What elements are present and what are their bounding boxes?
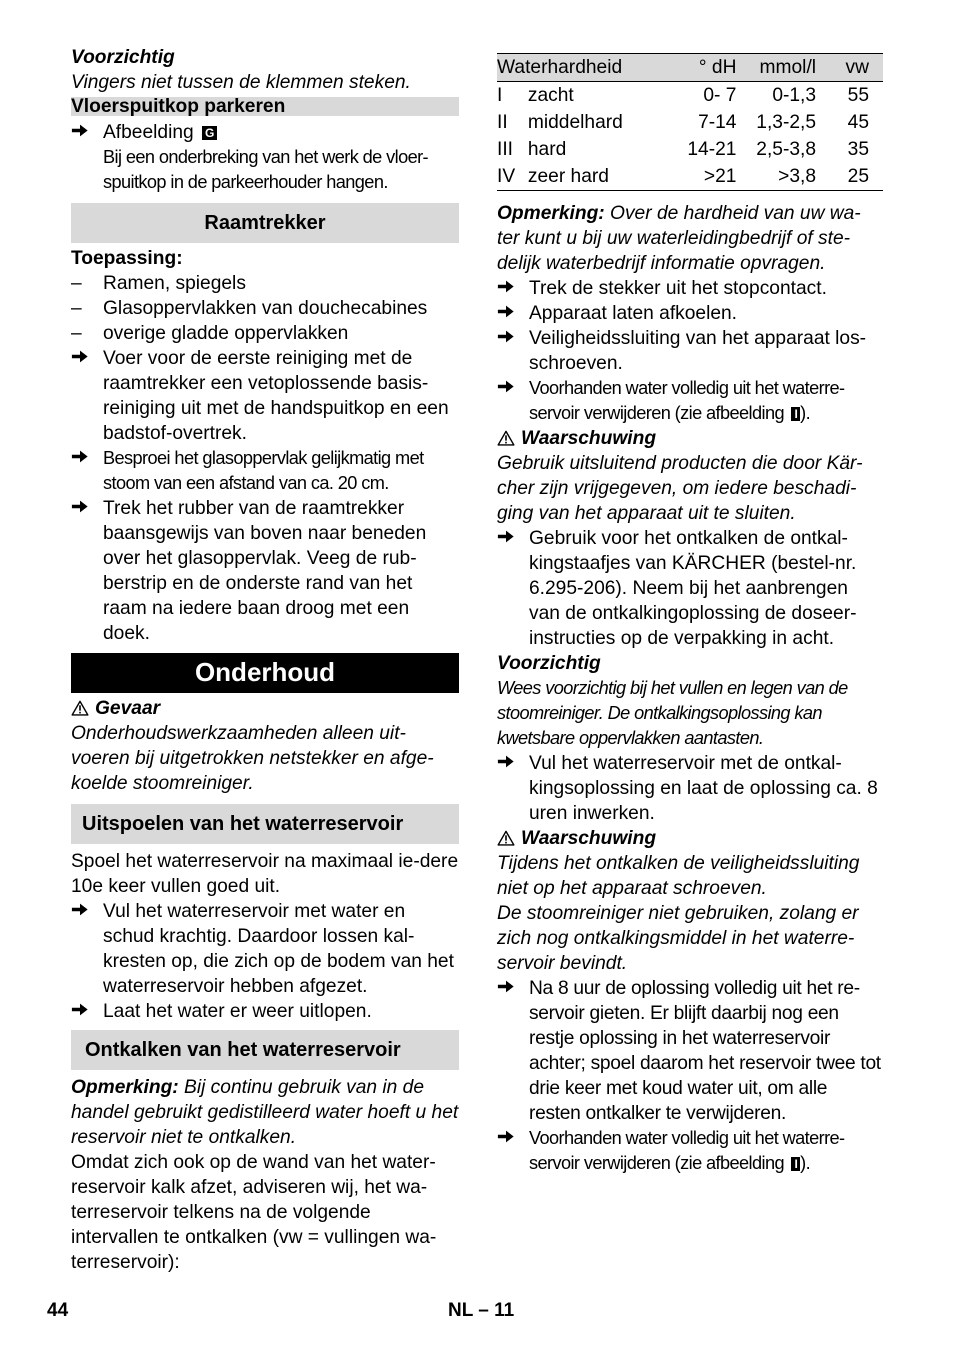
caution-title: Voorzichtig: [497, 653, 601, 674]
arrow-icon: [71, 899, 103, 999]
paragraph: [71, 145, 459, 195]
arrow-icon: [71, 999, 103, 1024]
page-number: 44: [47, 1300, 69, 1321]
warning-title: Waarschuwing: [497, 426, 883, 451]
arrow-icon: [497, 976, 529, 1126]
section-heading-ontkalken: Ontkalken van het waterreservoir: [71, 1030, 459, 1070]
table-header-row: [497, 54, 883, 82]
step-item: Veiligheidssluiting van het apparaat los-schroeven.: [497, 326, 883, 376]
arrow-icon: [497, 1126, 529, 1176]
warning-text: De stoomreiniger niet gebruiken, zolang er zich nog ontkalkingsmiddel in het waterre-servoir bevindt.: [497, 903, 859, 974]
arrow-icon: [71, 346, 103, 446]
step-item: Apparaat laten afkoelen.: [497, 301, 883, 326]
note: Opmerking: Over de hardheid van uw wa-ter kunt u bij uw waterleidingbedrijf of ste-delijk waterbedrijf informatie opvragen.: [497, 203, 861, 274]
warning-icon: [497, 428, 515, 444]
step-item: Voorhanden water volledig uit het waterre-servoir verwijderen (zie afbeelding I ).: [497, 376, 883, 426]
step-item: Laat het water er weer uitlopen.: [71, 999, 459, 1024]
section-heading-park: Vloerspuitkop parkeren: [71, 97, 459, 116]
figure-ref: I: [791, 407, 800, 421]
step-item: Vul het waterreservoir met water en schud krachtig. Daardoor lossen kal-kresten op, die zich op de bodem van het waterreservoir hebben afgezet.: [71, 899, 459, 999]
table-row: I zacht 0- 7 0-1,3 55: [497, 85, 869, 106]
step-text: Afbeelding: [103, 122, 194, 143]
caution-text: Vingers niet tussen de klemmen steken.: [71, 72, 411, 93]
right-column: [497, 45, 883, 1176]
danger-title: Gevaar: [71, 696, 459, 721]
bullet-item: – Ramen, spiegels: [71, 273, 246, 294]
water-hardness-table: [497, 53, 883, 191]
warning-icon: [497, 828, 515, 844]
warning-icon: [71, 698, 89, 714]
arrow-icon: [71, 120, 103, 145]
bullet-item: – overige gladde oppervlakken: [71, 323, 349, 344]
step-item: Gebruik voor het ontkalken de ontkal-kingstaafjes van KÄRCHER (bestel-nr. 6.295-206). Neem bij het aanbrengen van de ontkalkingoplossing de doseer-instructies op de verpakking in acht.: [497, 526, 883, 651]
note: Opmerking: Bij continu gebruik van in de handel gebruikt gedistilleerd water hoeft u het reservoir niet te ontkalken.: [71, 1077, 459, 1148]
step-item: Trek het rubber van de raamtrekker baansgewijs van boven naar beneden over het glasoppervlak. Veeg de rub-berstrip en de onderste rand van het raam na iedere baan droog met een doek.: [71, 496, 459, 646]
bullet-item: – Glasoppervlakken van douchecabines: [71, 298, 428, 319]
warning-text: Tijdens het ontkalken de veiligheidssluiting niet op het apparaat schroeven.: [497, 853, 860, 899]
arrow-icon: [497, 276, 529, 301]
arrow-icon: [497, 376, 529, 426]
arrow-icon: [497, 326, 529, 376]
warning-title: Waarschuwing: [497, 826, 883, 851]
page-label: NL – 11: [448, 1300, 515, 1321]
caution-title: Voorzichtig: [71, 47, 175, 68]
arrow-icon: [71, 496, 103, 646]
section-heading-uitspoelen: Uitspoelen van het waterreservoir: [71, 804, 459, 844]
step-item: Trek de stekker uit het stopcontact.: [497, 276, 883, 301]
arrow-icon: [497, 526, 529, 651]
table-row: III hard 14-21 2,5-3,8 35: [497, 139, 869, 160]
caution-text: Wees voorzichtig bij het vullen en legen van de stoomreiniger. De ontkalkingsoplossing kan kwetsbare oppervlakken aantasten.: [497, 678, 848, 748]
table-row: II middelhard 7-14 1,3-2,5 45: [497, 112, 869, 133]
left-column: [71, 45, 459, 1275]
figure-ref: I: [791, 1157, 800, 1171]
step-item: Na 8 uur de oplossing volledig uit het re-servoir gieten. Er blijft daarbij nog een restje oplossing in het waterreservoir achter; spoel daarom het reservoir twee tot drie keer met koud water uit, om alle resten ontkalker te verwijderen.: [497, 976, 883, 1126]
danger-text: Onderhoudswerkzaamheden alleen uit-voeren bij uitgetrokken netstekker en afge-koelde stoomreiniger.: [71, 723, 434, 794]
ontkalken-text: Omdat zich ook op de wand van het water-reservoir kalk afzet, adviseren wij, het wa-terreservoir telkens na de volgende intervallen te ontkalken (vw = vullingen wa-terreservoir):: [71, 1152, 437, 1273]
section-heading-raamtrekker: Raamtrekker: [71, 203, 459, 243]
step-item: [71, 120, 459, 145]
step-item: Voer voor de eerste reiniging met de raamtrekker een vetoplossende basis-reiniging uit met de handspuitkop en een badstof-overtrek.: [71, 346, 459, 446]
step-item: Vul het waterreservoir met de ontkal-kingsoplossing en laat de oplossing ca. 8 uren inwerken.: [497, 751, 883, 826]
table-row: IV zeer hard >21 >3,8 25: [497, 163, 883, 191]
arrow-icon: [497, 751, 529, 826]
section-heading-onderhoud: Onderhoud: [71, 653, 459, 693]
arrow-icon: [71, 446, 103, 496]
table-header: vw: [816, 54, 883, 82]
figure-ref: G: [202, 126, 217, 140]
toepassing-label: Toepassing:: [71, 248, 183, 269]
park-text: Bij een onderbreking van het werk de vloer-spuitkop in de parkeerhouder hangen.: [103, 147, 429, 192]
arrow-icon: [497, 301, 529, 326]
step-item: Voorhanden water volledig uit het waterre-servoir verwijderen (zie afbeelding I ).: [497, 1126, 883, 1176]
uitspoelen-text: Spoel het waterreservoir na maximaal ie-dere 10e keer vullen goed uit.: [71, 851, 459, 897]
table-header: Waterhardheid: [497, 54, 683, 82]
step-item: Besproei het glasoppervlak gelijkmatig met stoom van een afstand van ca. 20 cm.: [71, 446, 459, 496]
warning-text: Gebruik uitsluitend producten die door Kär-cher zijn vrijgegeven, om iedere beschadi-ging van het apparaat uit te sluiten.: [497, 453, 863, 524]
table-header: mmol/l: [736, 54, 816, 82]
table-header: ° dH: [683, 54, 737, 82]
